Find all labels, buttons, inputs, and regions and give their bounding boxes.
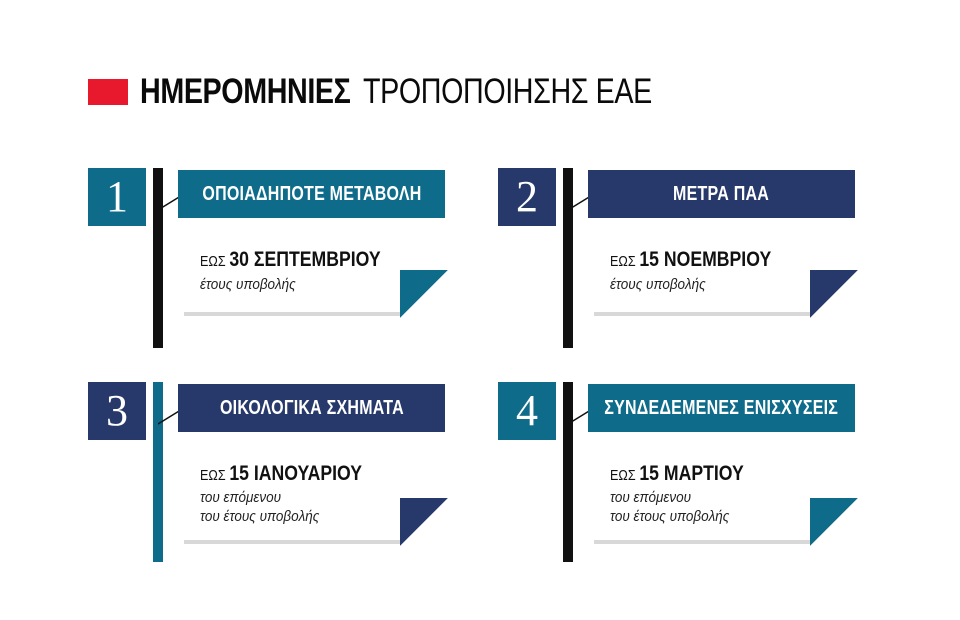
date-prefix: ΕΩΣ	[200, 253, 226, 270]
date-value: 30 ΣΕΠΤΕΜΒΡΙΟΥ	[229, 248, 381, 271]
date-prefix: ΕΩΣ	[200, 467, 226, 484]
title-bold-text: ΗΜΕΡΟΜΗΝΙΕΣ	[140, 72, 351, 111]
folded-corner-icon	[810, 498, 858, 546]
card-underline	[594, 312, 810, 316]
date-card-4	[498, 382, 898, 572]
card-header	[588, 384, 855, 432]
title-accent-mark	[88, 79, 128, 105]
title-light-text: ΤΡΟΠΟΠΟΙΗΣΗΣ ΕΑΕ	[362, 72, 652, 111]
step-number-badge: 3	[88, 382, 146, 440]
date-note-2: του έτους υποβολής	[610, 508, 730, 525]
card-underline	[594, 540, 810, 544]
card-header	[178, 170, 445, 218]
card-header-text: ΟΠΟΙΑΔΗΠΟΤΕ ΜΕΤΑΒΟΛΗ	[201, 182, 422, 205]
date-card-1	[88, 168, 488, 358]
date-card-3	[88, 382, 488, 572]
deadline-date	[610, 248, 771, 272]
card-header	[588, 170, 855, 218]
date-note-2: του έτους υποβολής	[200, 508, 320, 525]
date-prefix: ΕΩΣ	[610, 467, 636, 484]
date-value: 15 ΙΑΝΟΥΑΡΙΟΥ	[229, 462, 363, 485]
folded-corner-icon	[400, 270, 448, 318]
card-header-text: ΣΥΝΔΕΔΕΜΕΝΕΣ ΕΝΙΣΧΥΣΕΙΣ	[604, 396, 839, 419]
deadline-date	[610, 462, 744, 486]
step-number-badge: 2	[498, 168, 556, 226]
deadline-date	[200, 462, 362, 486]
date-value: 15 ΝΟΕΜΒΡΙΟΥ	[639, 248, 772, 271]
date-note: έτους υποβολής	[610, 276, 706, 293]
card-underline	[184, 540, 400, 544]
date-value: 15 ΜΑΡΤΙΟΥ	[639, 462, 744, 485]
folded-corner-icon	[810, 270, 858, 318]
deadline-date	[200, 248, 381, 272]
date-note: του επόμενου	[200, 489, 282, 506]
date-note: έτους υποβολής	[200, 276, 296, 293]
date-note: του επόμενου	[610, 489, 692, 506]
card-header	[178, 384, 445, 432]
card-underline	[184, 312, 400, 316]
folded-corner-icon	[400, 498, 448, 546]
step-number-badge: 1	[88, 168, 146, 226]
page-title	[88, 72, 683, 112]
date-card-2	[498, 168, 898, 358]
card-header-text: ΜΕΤΡΑ ΠΑΑ	[673, 182, 770, 205]
date-prefix: ΕΩΣ	[610, 253, 636, 270]
card-header-text: ΟΙΚΟΛΟΓΙΚΑ ΣΧΗΜΑΤΑ	[219, 396, 404, 419]
step-number-badge: 4	[498, 382, 556, 440]
